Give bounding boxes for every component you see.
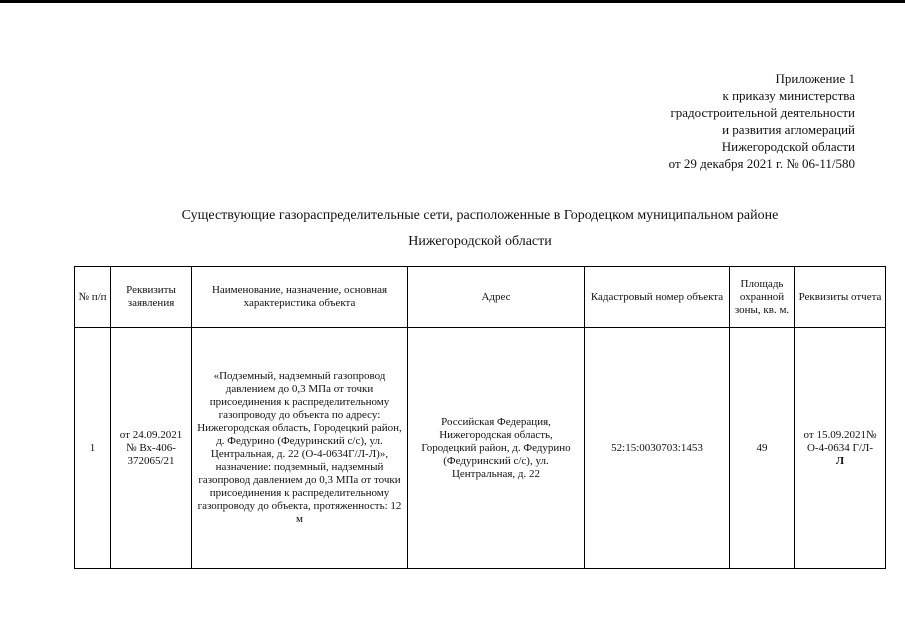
header-description: Наименование, назначение, основная характеристика объекта (192, 267, 408, 328)
cell-cadastral: 52:15:0030703:1453 (585, 328, 730, 569)
header-number: № п/п (75, 267, 111, 328)
appendix-line: к приказу министерства (722, 88, 855, 103)
cell-address: Российская Федерация, Нижегородская область, Городецкий район, д. Федурино (Федуринский с/с), ул. Центральная, д. 22 (408, 328, 585, 569)
document-title-line-2: Нижегородской области (408, 234, 552, 249)
cell-report (795, 328, 886, 569)
header-address: Адрес (408, 267, 585, 328)
cell-description: «Подземный, надземный газопровод давлением до 0,3 МПа от точки присоединения к распределительному газопроводу до объекта по адресу: Нижегородская область, Городецкий район, д. Федурино (Федуринский с/с), ул. Центральная, д. 22 (О-4-0634Г/Л-Л)», назначение: подземный, надземный газопровод давлением до 0,3 МПа от точки присоединения к распределительному газопроводу до объекта, протяженность: 12 м (192, 328, 408, 569)
appendix-line: Приложение 1 (775, 71, 855, 86)
report-text: от 15.09.2021№ О-4-0634 Г/Л- (803, 428, 877, 454)
cell-number: 1 (75, 328, 111, 569)
document-title-line-1: Существующие газораспределительные сети, расположенные в Городецком муниципальном районе (181, 208, 779, 223)
appendix-line: и развития агломераций (722, 122, 855, 137)
top-border-line (0, 0, 905, 3)
header-cadastral: Кадастровый номер объекта (585, 267, 730, 328)
report-suffix: Л (835, 454, 845, 467)
table-row (75, 328, 886, 569)
gas-network-table (74, 266, 886, 569)
appendix-line: Нижегородской области (721, 139, 855, 154)
header-report: Реквизиты отчета (795, 267, 886, 328)
appendix-line: от 29 декабря 2021 г. № 06-11/580 (668, 156, 855, 171)
table-header-row (75, 267, 886, 328)
header-area: Площадь охранной зоны, кв. м. (730, 267, 795, 328)
header-application: Реквизиты заявления (111, 267, 192, 328)
appendix-line: градостроительной деятельности (670, 105, 855, 120)
cell-area: 49 (730, 328, 795, 569)
document-title (40, 203, 905, 255)
appendix-block (669, 70, 855, 172)
cell-application: от 24.09.2021 № Вх-406-372065/21 (111, 328, 192, 569)
